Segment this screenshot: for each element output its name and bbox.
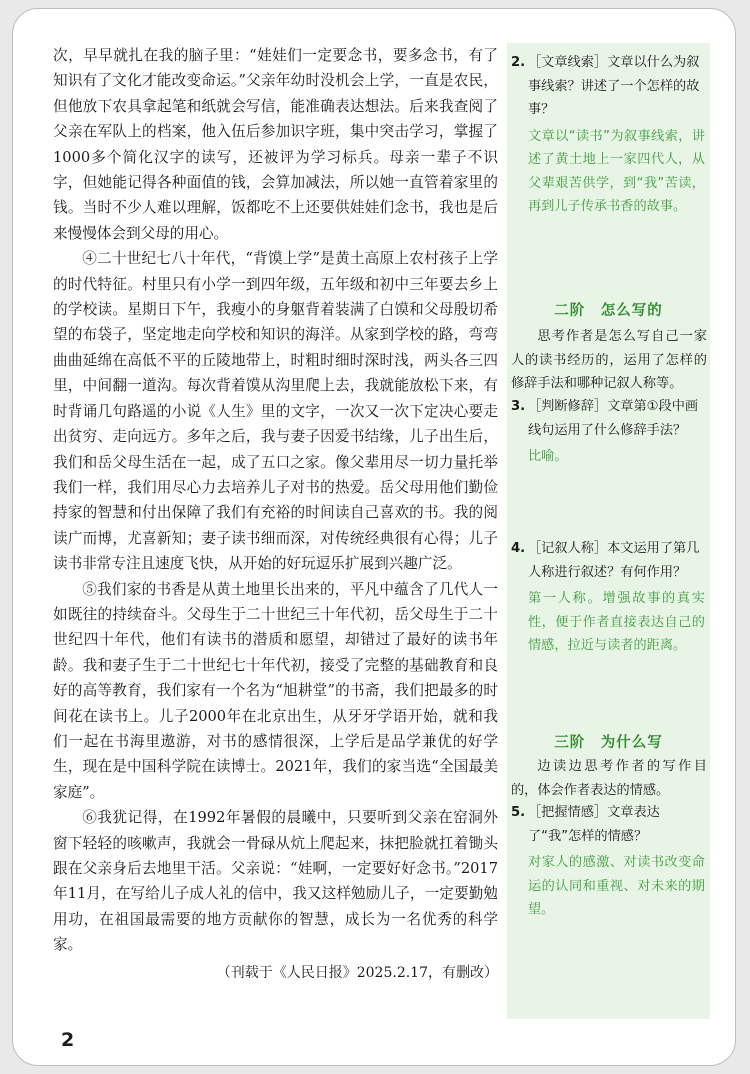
question-5 bbox=[507, 801, 705, 922]
article-paragraph-1: 次，早早就扎在我的脑子里：“娃娃们一定要念书，要多念书，有了知识有了文化才能改变命运。”父亲年幼时没机会上学，一直是农民，但他放下农具拿起笔和纸就会写信，能准确表达想法。后来我查阅了父亲在军队上的档案，他入伍后参加识字班，集中突击学习，掌握了1000多个简化汉字的读写，还被评为学习标兵。母亲一辈子不识字，但她能记得各种面值的钱，会算加减法，所以她一直管着家里的钱。当时不少人难以理解，饭都吃不上还要供娃娃们念书，我也是后来慢慢体会到父母的用心。 bbox=[53, 47, 498, 242]
section-intro-how: 思考作者是怎么写自己一家人的读书经历的，运用了怎样的修辞手法和哪种记叙人称等。 bbox=[511, 329, 707, 391]
section-intro-why: 边读边思考作者的写作目的，体会作者表达的情感。 bbox=[511, 759, 707, 798]
page-number: 2 bbox=[61, 1029, 75, 1051]
article-paragraph-4: ④二十世纪七八十年代，“背馍上学”是黄土高原上农村孩子上学的时代特征。村里只有小学一到四年级，五年级和初中三年要去乡上的学校读。星期日下午，我瘦小的身躯背着装满了白馍和父母殷切希望的布袋子，坚定地走向学校和知识的海洋。从家到学校的路，弯弯曲曲延绵在高低不平的丘陵地带上，时粗时细时深时浅，两头各三四里，中间翻一道沟。每次背着馍从沟里爬上去，我就能放松下来，有时背诵几句路遥的小说《人生》里的文字，一次又一次下定决心要走出贫穷、走向远方。多年之后，我与妻子因爱书结缘，儿子出生后，我们和岳父母生活在一起，成了五口之家。像父辈用尽一切力量托举我们一样，我们用尽心力去培养儿子对书的热爱。岳父母用他们勤俭持家的智慧和付出保障了我们有充裕的时间读自己喜欢的书。我的阅读广而博，尤喜新知；妻子读书细而深，对传统经典很有心得；儿子读书非常专注且速度飞快，从开始的好玩逗乐扩展到兴趣广泛。 bbox=[53, 250, 498, 573]
section-heading-how: 二阶 怎么写的 bbox=[554, 303, 663, 319]
answer-text: 比喻。 bbox=[528, 449, 568, 464]
question-number: 5. bbox=[511, 805, 526, 820]
page bbox=[12, 8, 736, 1066]
question-number: 3. bbox=[511, 399, 526, 414]
article-paragraph-5: ⑤我们家的书香是从黄土地里长出来的，平凡中蕴含了几代人一如既往的持续奋斗。父母生于二十世纪三十年代初，岳父母生于二十世纪四十年代，他们有读书的潜质和愿望，却错过了最好的读书年龄。我和妻子生于二十世纪七十年代初，接受了完整的基础教育和良好的高等教育，我们家有一个名为“旭耕堂”的书斋，我们把最多的时间花在读书上。儿子2000年在北京出生，从牙牙学语开始，就和我们一起在书海里遨游，对书的感情很深，上学后是品学兼优的好学生，现在是中国科学院在读博士。2021年，我们的家当选“全国最美家庭”。 bbox=[53, 580, 498, 801]
question-3 bbox=[507, 395, 705, 469]
article-body bbox=[53, 43, 498, 986]
article-paragraph-6: ⑥我犹记得，在1992年暑假的晨曦中，只要听到父亲在窑洞外窗下轻轻的咳嗽声，我就会一骨碌从炕上爬起来，抹把脸就扛着锄头跟在父亲身后去地里干活。父亲说：“娃啊，一定要好好念书。”2017年11月，在写给儿子成人礼的信中，我又这样勉励儿子，一定要勤勉用功，在祖国最需要的地方贡献你的智慧，成长为一名优秀的科学家。 bbox=[53, 809, 498, 954]
answer-text: 文章以“读书”为叙事线索，讲述了黄土地上一家四代人，从父辈艰苦供学，到“我”苦读，再到儿子传承书香的故事。 bbox=[528, 128, 705, 214]
question-number: 2. bbox=[511, 55, 526, 70]
question-4 bbox=[507, 537, 705, 658]
article-source: （刊载于《人民日报》2025.2.17，有删改） bbox=[216, 964, 498, 981]
question-text: ［文章线索］文章以什么为叙事线索？讲述了一个怎样的故事？ bbox=[528, 55, 700, 117]
question-text: ［记叙人称］本文运用了第几人称进行叙述？有何作用？ bbox=[528, 541, 700, 580]
answer-text: 对家人的感激、对读书改变命运的认同和重视、对未来的期望。 bbox=[528, 855, 705, 917]
question-text: ［判断修辞］文章第①段中画线句运用了什么修辞手法？ bbox=[528, 399, 699, 438]
study-sidebar bbox=[507, 43, 710, 1019]
section-heading-why: 三阶 为什么写 bbox=[554, 735, 663, 751]
question-2 bbox=[507, 51, 705, 219]
answer-text: 第一人称。增强故事的真实性，便于作者直接表达自己的情感，拉近与读者的距离。 bbox=[528, 591, 705, 653]
question-number: 4. bbox=[511, 541, 526, 556]
question-text: ［把握情感］文章表达了“我”怎样的情感？ bbox=[528, 805, 660, 844]
